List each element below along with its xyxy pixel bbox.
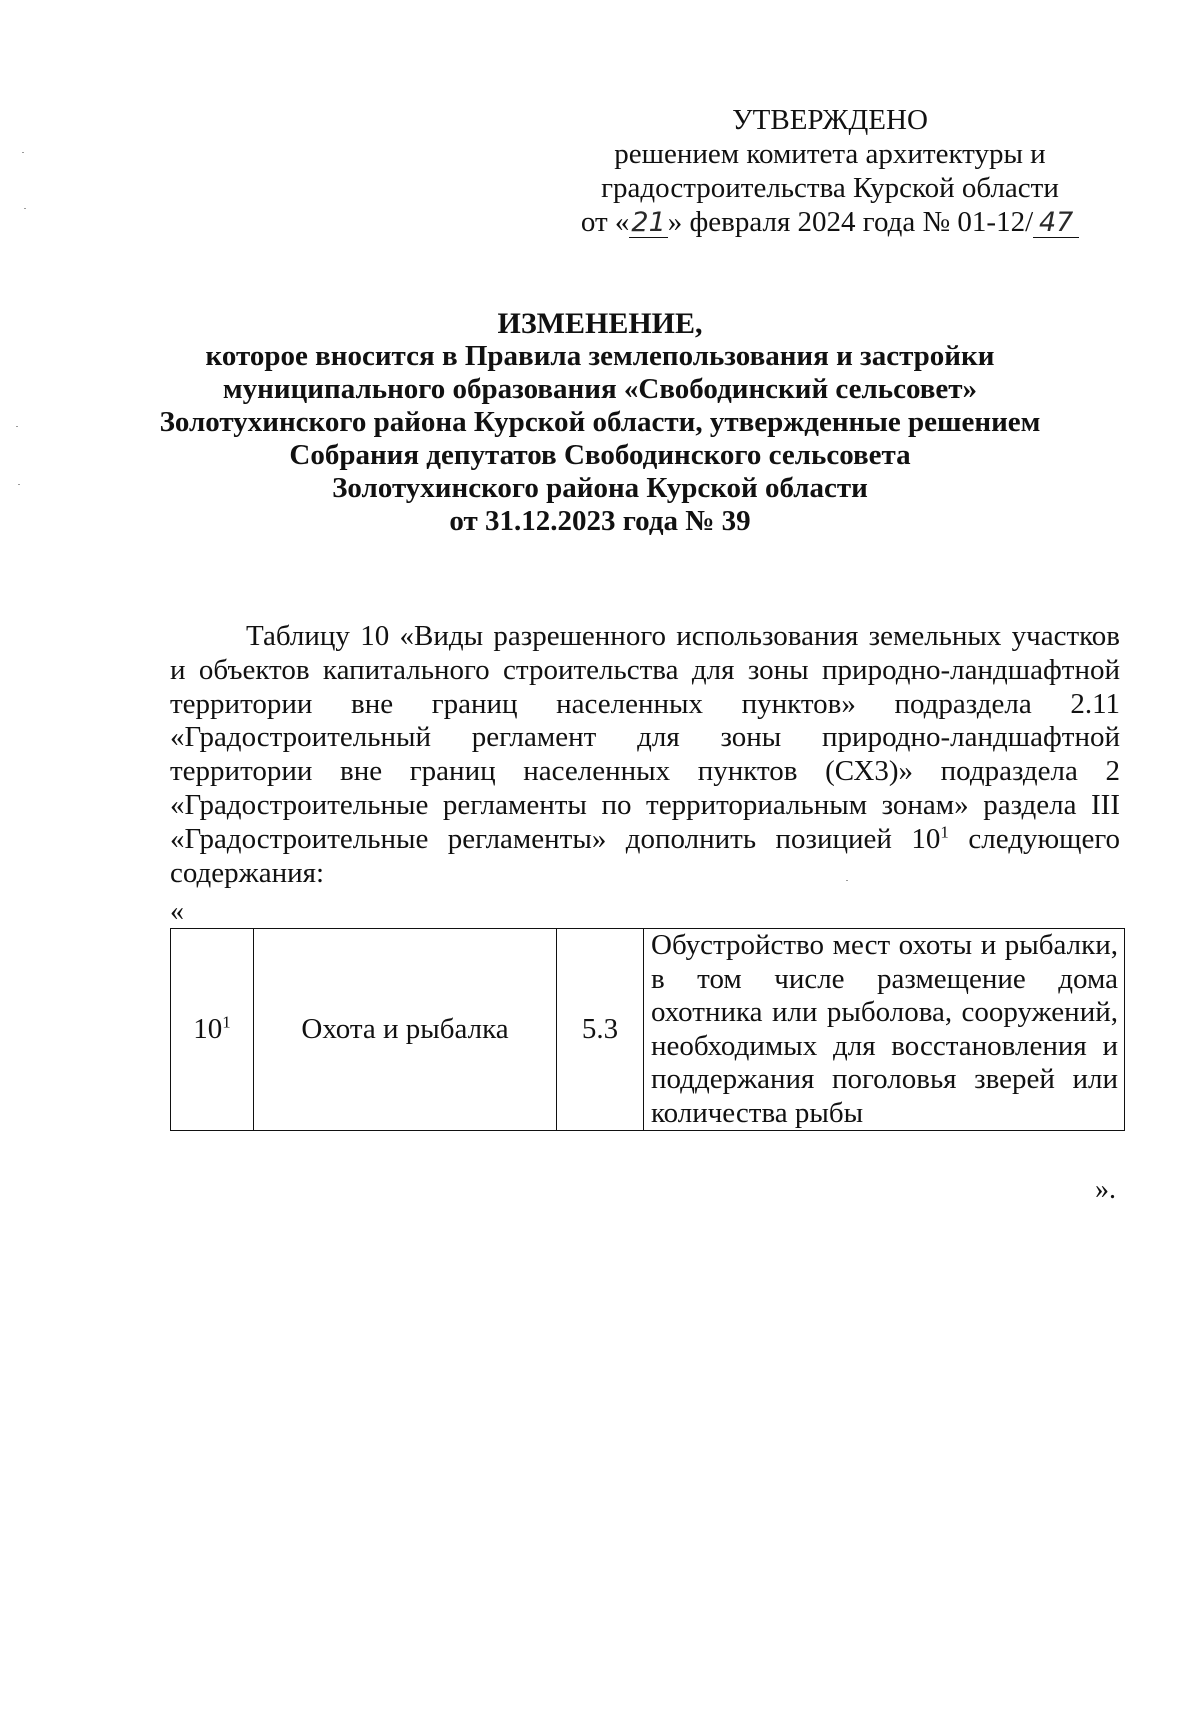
approval-line-1: решением комитета архитектуры и <box>614 138 1046 170</box>
approval-line-2: градостроительства Курской области <box>601 172 1059 204</box>
scan-speck <box>22 152 24 153</box>
cell-name: Охота и рыбалка <box>254 929 557 1131</box>
cell-description: Обустройство мест охоты и рыбалки, в том числе размещение дома охотника или рыболова, сооружений, необходимых для восстановления и поддержания поголовья зверей или количества рыбы <box>644 929 1125 1131</box>
date-middle: » февраля 2024 года № 01-12/ <box>667 206 1034 238</box>
scan-speck <box>16 426 18 427</box>
amendment-table <box>170 928 1125 1131</box>
heading-line: муниципального образования «Свободинский сельсовет» <box>222 373 978 405</box>
row-number-superscript: 1 <box>222 1012 231 1032</box>
heading-line: Золотухинского района Курской области, утвержденные решением <box>159 406 1041 438</box>
cell-code: 5.3 <box>557 929 644 1131</box>
handwritten-day: 21 <box>631 207 666 238</box>
paragraph-text: Таблицу 10 «Виды разрешенного использования земельных участков и объектов капитального строительства для зоны природно-ландшафтной территории вне границ населенных пунктов» подраздела 2.11 «Градостроительный регламент для зоны природно-ландшафтной территории вне границ населенных пунктов (СХ3)» подраздела 2 «Градостроительные регламенты по территориальным зонам» раздела III «Градостроительные регламенты» дополнить позицией 10 <box>170 620 1120 855</box>
approval-stamp: УТВЕРЖДЕНО <box>732 104 928 136</box>
cell-number <box>171 929 254 1131</box>
date-prefix: от « <box>580 206 630 238</box>
approval-block <box>560 103 1100 239</box>
scan-speck <box>18 484 20 485</box>
approval-date-line <box>560 205 1100 239</box>
position-superscript: 1 <box>940 822 949 842</box>
body-paragraph <box>170 620 1120 890</box>
paragraph-end: следующего содержания: <box>170 822 1120 889</box>
scan-speck <box>24 208 26 209</box>
table-row <box>171 929 1125 1131</box>
heading-line: которое вносится в Правила землепользования и застройки <box>205 340 995 372</box>
document-title: ИЗМЕНЕНИЕ, <box>497 307 703 340</box>
heading-line: Собрания депутатов Свободинского сельсовета <box>289 439 911 471</box>
document-heading <box>140 307 1060 538</box>
row-number: 10 <box>193 1012 223 1045</box>
heading-line: от 31.12.2023 года № 39 <box>449 505 751 537</box>
handwritten-doc-number: 47 <box>1033 209 1079 238</box>
open-quote: « <box>170 896 184 927</box>
heading-line: Золотухинского района Курской области <box>332 472 868 504</box>
close-quote: ». <box>1095 1174 1116 1205</box>
